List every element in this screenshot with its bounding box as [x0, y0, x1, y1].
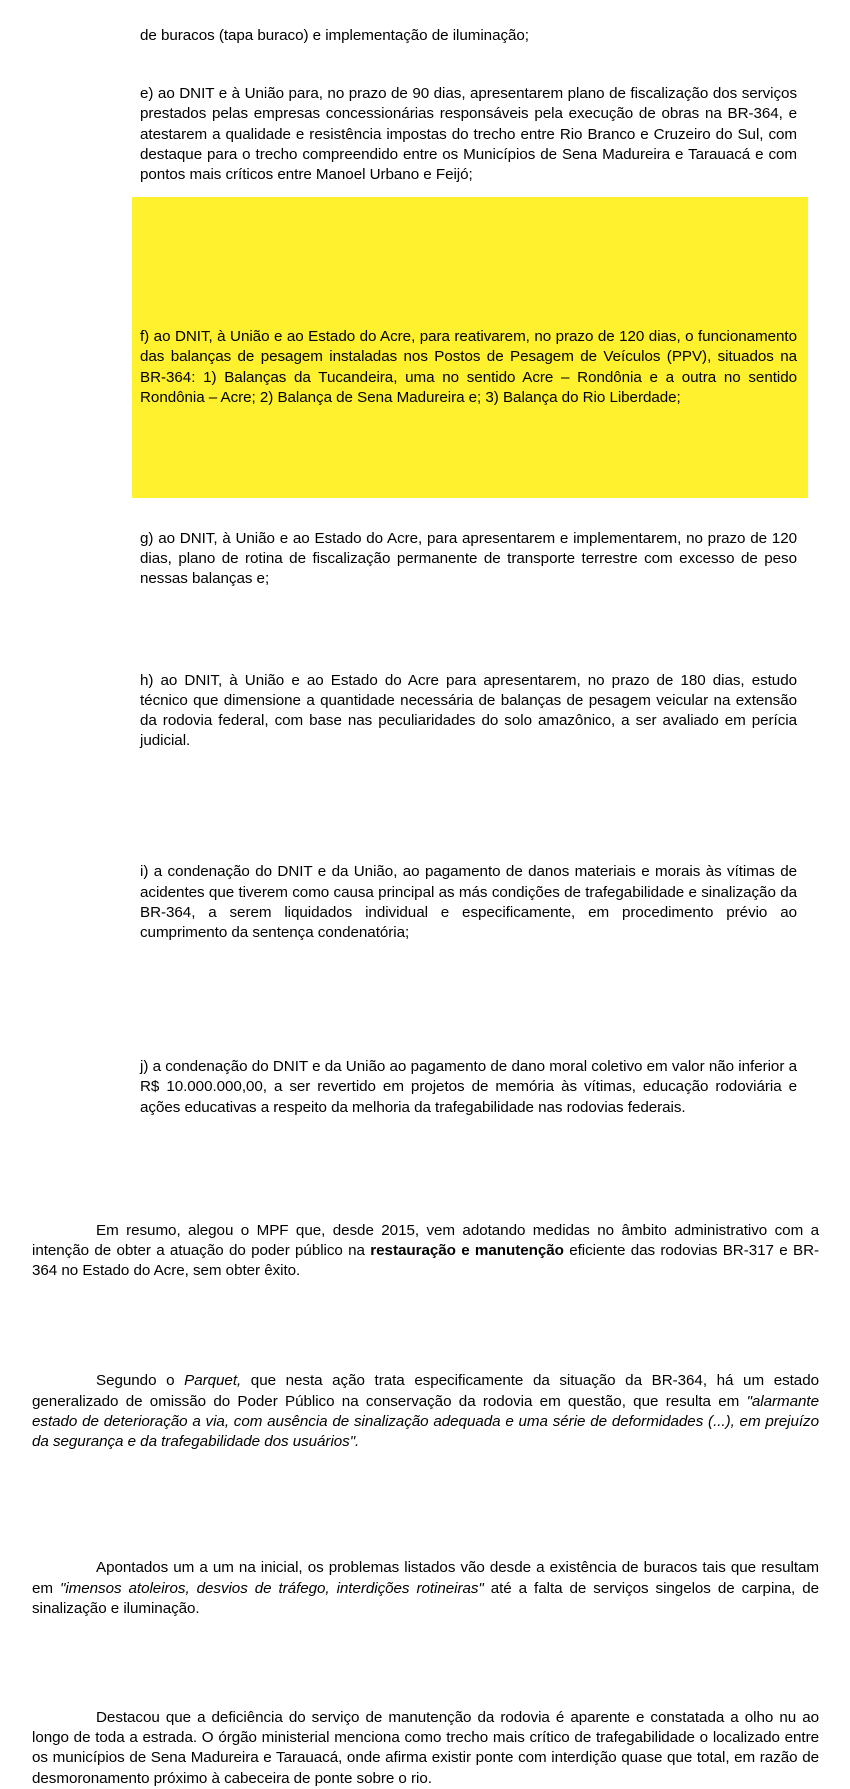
list-item-f [140, 327, 797, 408]
apontados-quotation: "imensos atoleiros, desvios de tráfego, interdições rotineiras" [59, 1579, 484, 1597]
list-item-i [140, 862, 797, 943]
parquet-text-part2: que nesta ação trata especificamente da situação da BR-364, há um estado generalizado de omissão do Poder Público na conservação da rodovia em questão, que resulta em [32, 1372, 819, 1410]
paragraph-apontados [32, 1558, 819, 1619]
paragraph-continuation-top [140, 26, 797, 46]
paragraph-text [32, 1221, 819, 1282]
paragraph-text: de buracos (tapa buraco) e implementação de iluminação; [140, 27, 529, 44]
paragraph-text: i) a condenação do DNIT e da União, ao pagamento de danos materiais e morais às vítimas de acidentes que tiverem como causa principal as más condições de trafegabilidade e sinalização da BR-364, a serem liquidados individual e especificamente, em procedimento prévio ao cumprimento da sentença condenatória; [140, 863, 797, 942]
apontados-text-part1: Apontados um a um na inicial, os problemas listados vão desde a existência de buracos tais que resultam em [32, 1559, 819, 1597]
paragraph-text [32, 1371, 819, 1452]
resumo-text-part2: eficiente das rodovias BR-317 e BR-364 no Estado do Acre, sem obter êxito. [32, 1242, 820, 1280]
paragraph-text: e) ao DNIT e à União para, no prazo de 90 dias, apresentarem plano de fiscalização dos serviços prestados pelas empresas concessionárias responsáveis pela execução de obras na BR-364, e atestarem a qualidade e resistência impostas do trecho entre Rio Branco e Cruzeiro do Sul, com destaque para o trecho compreendido entre os Municípios de Sena Madureira e Tarauacá e com pontos mais críticos entre Manoel Urbano e Feijó; [140, 85, 797, 184]
paragraph-text: g) ao DNIT, à União e ao Estado do Acre, para apresentarem e implementarem, no prazo de 120 dias, plano de rotina de fiscalização permanente de transporte terrestre com excesso de peso nessas balanças e; [140, 530, 797, 588]
paragraph-text: j) a condenação do DNIT e da União ao pagamento de dano moral coletivo em valor não inferior a R$ 10.000.000,00, a ser revertido em projetos de memória às vítimas, educação rodoviária e ações educativas a respeito da melhoria da trafegabilidade nas rodovias federais. [140, 1058, 797, 1116]
paragraph-text: f) ao DNIT, à União e ao Estado do Acre, para reativarem, no prazo de 120 dias, o funcionamento das balanças de pesagem instaladas nos Postos de Pesagem de Veículos (PPV), situados na BR-364: 1) Balanças da Tucandeira, uma no sentido Acre – Rondônia e a outra no sentido Rondônia – Acre; 2) Balança de Sena Madureira e; 3) Balança do Rio Liberdade; [140, 328, 797, 406]
list-item-e [140, 84, 797, 185]
paragraph-destacou [32, 1708, 819, 1789]
parquet-italic-term: Parquet, [184, 1372, 242, 1390]
parquet-quotation: "alarmante estado de deterioração a via, com ausência de sinalização adequada e uma série de deformidades (...), em prejuízo da segurança e da trafegabilidade dos usuários". [32, 1392, 819, 1451]
paragraph-text [32, 1558, 819, 1619]
list-item-g [140, 529, 797, 590]
parquet-text-part1: Segundo o [96, 1372, 185, 1390]
resumo-text-part1: Em resumo, alegou o MPF que, desde 2015, vem adotando medidas no âmbito administrativo com a intenção de obter a atuação do poder público na [32, 1221, 819, 1260]
apontados-text-part2: até a falta de serviços singelos de carpina, de sinalização e iluminação. [32, 1579, 820, 1617]
paragraph-text: Destacou que a deficiência do serviço de manutenção da rodovia é aparente e constatada a olho nu ao longo de toda a estrada. O órgão ministerial menciona como trecho mais crítico de trafegabilidade o localizado entre os municípios de Sena Madureira e Tarauacá, onde afirma existir ponte com interdição quase que total, em razão de desmoronamento próximo à cabeceira de ponte sobre o rio. [32, 1708, 819, 1787]
paragraph-parquet [32, 1371, 819, 1452]
paragraph-resumo [32, 1221, 819, 1282]
list-item-j [140, 1057, 797, 1118]
resumo-bold-phrase: restauração e manutenção [370, 1242, 564, 1260]
list-item-h [140, 671, 797, 752]
paragraph-text: h) ao DNIT, à União e ao Estado do Acre para apresentarem, no prazo de 180 dias, estudo técnico que dimensione a quantidade necessária de balanças de pesagem veicular na extensão da rodovia federal, com base nas peculiaridades do solo amazônico, a ser avaliado em perícia judicial. [140, 671, 797, 750]
